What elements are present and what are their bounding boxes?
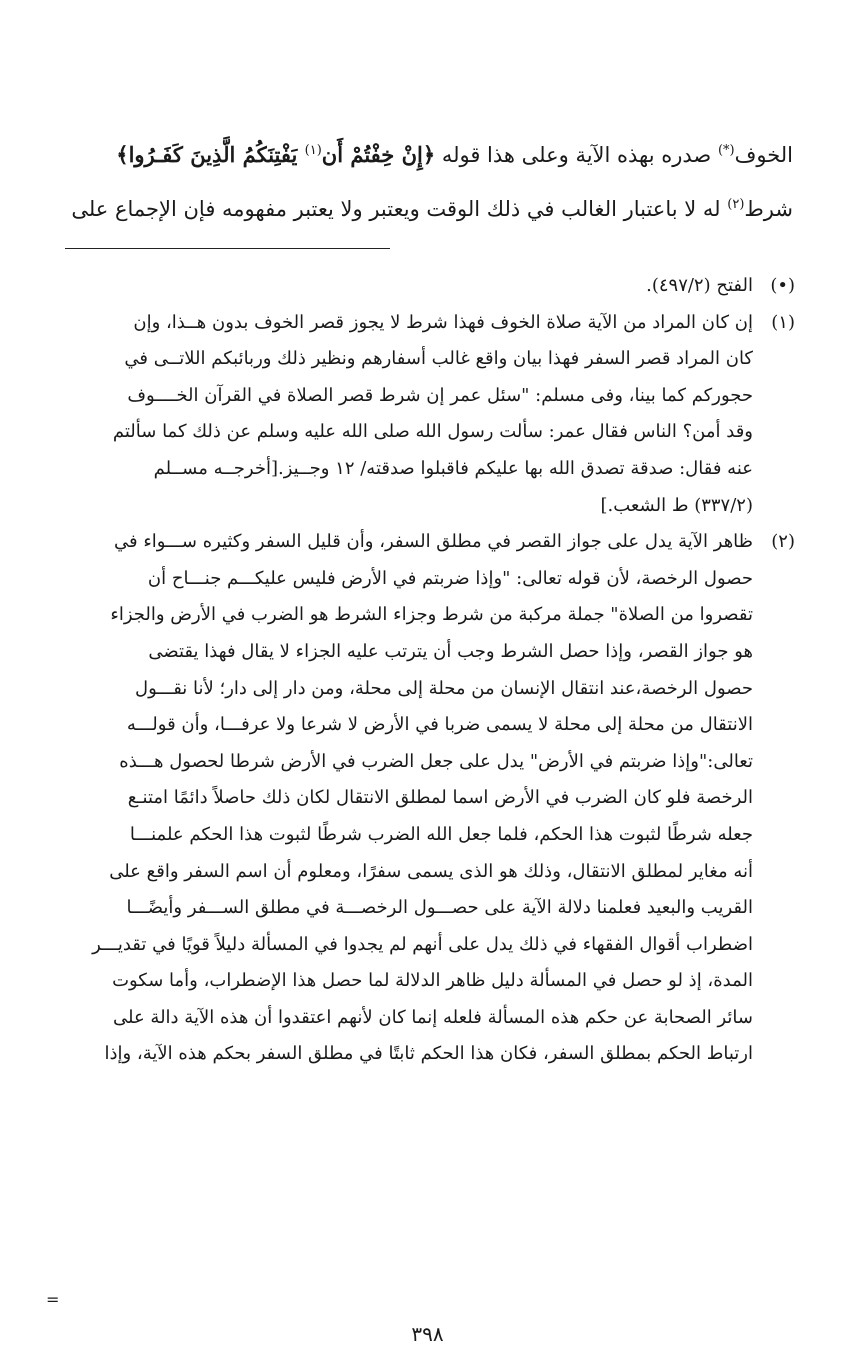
quran-verse-part-2: يَفْتِنَكُمُ الَّذِينَ كَفَـرُوا﴾	[116, 142, 305, 167]
continuation-mark: =	[46, 1290, 60, 1309]
footnote-line: أنه مغاير لمطلق الانتقال، وذلك هو الذى يسمى سفرًا، ومعلوم أن اسم السفر واقع على	[109, 860, 753, 882]
footnote-line: تقصروا من الصلاة" جملة مركبة من شرط وجزاء الشرط هو الضرب في الأرض والجزاء	[110, 604, 753, 626]
footnote-line: القريب والبعيد فعلمنا دلالة الآية على حصـــول الرخصـــة في مطلق الســـفر وأيضًـــا	[126, 897, 753, 919]
footnote-marker-star: (*)	[717, 143, 735, 158]
footnotes	[50, 268, 795, 1073]
footnote-line: حصول الرخصة،عند انتقال الإنسان من محلة إلى محلة، ومن دار إلى دار؛ لأنا نقـــول	[135, 677, 753, 699]
footnote-line: سائر الصحابة عن حكم هذه المسألة فلعله إنما كان لأنهم اعتقدوا أن هذه الآية دالة على	[113, 1006, 753, 1028]
footnote-number: (•)	[770, 275, 795, 296]
footnote-line: حجوركم كما بينا، وفى مسلم: "سئل عمر إن شرط قصر الصلاة في القرآن الخــــوف	[127, 384, 753, 406]
footnote-line: جعله شرطًا لثبوت هذا الحكم، فلما جعل الله الضرب شرطًا لثبوت هذا الحكم علمنـــا	[129, 823, 753, 845]
main-text	[53, 128, 793, 236]
quran-verse-part-1: ﴿إِنْ خِفْتُمْ أَن	[321, 142, 436, 167]
main-line-2	[53, 182, 793, 236]
footnote-2	[50, 524, 795, 1073]
footnote-line: الفتح (٤٩٧/٢).	[646, 275, 753, 296]
footnote-number: (١)	[771, 311, 795, 333]
footnote-line: تعالى:"وإذا ضربتم في الأرض" يدل على جعل الضرب في الأرض شرطا لحصول هـــذه	[119, 750, 753, 772]
footnote-marker-1: (١)	[304, 143, 322, 158]
footnote-line: وقد أمن؟ الناس فقال عمر: سألت رسول الله صلى الله عليه وسلم عن ذلك كما سألتم	[112, 421, 753, 443]
main-line-1-start: الخوف	[734, 143, 793, 167]
footnote-line: كان المراد قصر السفر فهذا بيان واقع غالب أسفارهم ونظير ذلك وربائبكم اللاتــى في	[124, 348, 753, 370]
footnote-number: (٢)	[771, 531, 795, 553]
footnote-line: المدة، إذ لو حصل في المسألة دليل ظاهر الدلالة لما حصل هذا الإضطراب، وأما سكوت	[112, 970, 753, 992]
footnote-line: عنه فقال: صدقة تصدق الله بها عليكم فاقبلوا صدقته/ ١٢ وجــيز.[أخرجــه مســلم	[153, 457, 753, 479]
main-line-1	[53, 128, 793, 182]
main-line-1-text: صدره بهذه الآية وعلى هذا قوله	[435, 143, 718, 167]
footnote-line: هو جواز القصر، وإذا حصل الشرط وجب أن يترتب عليه الجزاء لا يقال فهذا يقتضى	[148, 640, 753, 662]
footnote-separator	[65, 248, 390, 249]
footnote-marker-2: (٢)	[727, 197, 745, 212]
footnote-line: اضطراب أقوال الفقهاء في ذلك يدل على أنهم لم يجدوا في المسألة دليلاً قويًا في تقديـــر	[92, 933, 753, 955]
footnote-line: إن كان المراد من الآية صلاة الخوف فهذا شرط لا يجوز قصر الخوف بدون هــذا، وإن	[133, 311, 753, 333]
footnote-line: (٣٣٧/٢) ط الشعب.]	[600, 494, 753, 516]
footnote-line: حصول الرخصة، لأن قوله تعالى: "وإذا ضربتم في الأرض فليس عليكـــم جنـــاح أن	[147, 567, 753, 589]
main-line-2-text: له لا باعتبار الغالب في ذلك الوقت ويعتبر ولا يعتبر مفهومه فإن الإجماع على	[71, 197, 728, 221]
page-number: ٣٩٨	[411, 1322, 444, 1346]
footnote-star	[50, 268, 795, 305]
footnote-line: ارتباط الحكم بمطلق السفر، فكان هذا الحكم ثابتًا في مطلق السفر بحكم هذه الآية، وإذا	[104, 1043, 753, 1065]
main-line-2-start: شرط	[744, 197, 793, 221]
footnote-line: الانتقال من محلة إلى محلة لا يسمى ضربا في الأرض لا شرعا ولا عرفـــا، وأن قولـــه	[126, 714, 753, 736]
footnote-line: ظاهر الآية يدل على جواز القصر في مطلق السفر، وأن قليل السفر وكثيره ســـواء في	[113, 531, 753, 553]
footnote-1	[50, 305, 795, 525]
footnote-line: الرخصة فلو كان الضرب في الأرض اسما لمطلق الانتقال لكان ذلك حاصلاً دائمًا امتنـع	[127, 787, 753, 809]
